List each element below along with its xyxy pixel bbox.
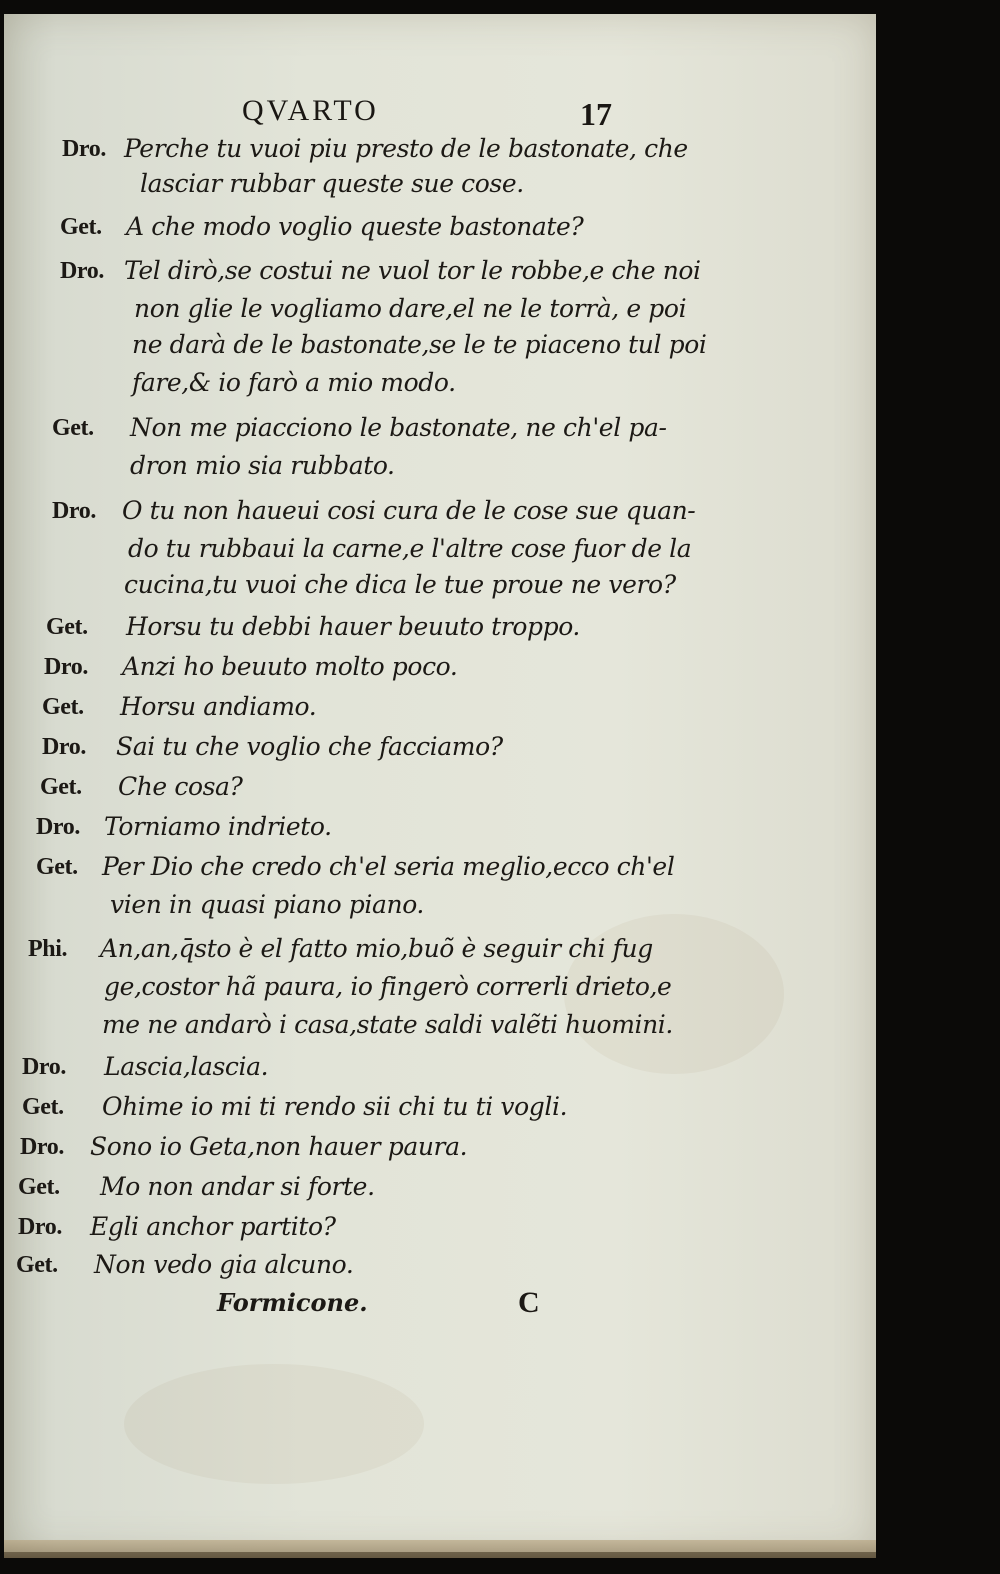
catchword: Formicone. <box>217 1288 368 1317</box>
line-text: Perche tu vuoi piu presto de le bastonate, che <box>124 134 688 163</box>
page-header <box>4 82 876 132</box>
line-text: me ne andarò i casa,state saldi valẽti huomini. <box>102 1010 673 1039</box>
speaker-label: Dro. <box>22 1054 66 1080</box>
page-number: 17 <box>580 96 612 132</box>
speaker-label: Dro. <box>20 1134 64 1160</box>
speaker-label: Dro. <box>36 814 80 840</box>
line-text: Per Dio che credo ch'el seria meglio,ecco ch'el <box>102 852 675 881</box>
line-text: dron mio sia rubbato. <box>130 451 395 480</box>
line-text: Sono io Geta,non hauer paura. <box>90 1132 468 1161</box>
speaker-label: Dro. <box>42 734 86 760</box>
line-text: vien in quasi piano piano. <box>110 890 424 919</box>
speaker-label: Dro. <box>60 258 104 284</box>
line-text: cucina,tu vuoi che dica le tue proue ne vero? <box>124 570 676 599</box>
line-text: Lascia,lascia. <box>104 1052 269 1081</box>
line-text: Che cosa? <box>118 772 243 801</box>
line-text: Torniamo indrieto. <box>104 812 332 841</box>
speaker-label: Get. <box>46 614 88 640</box>
speaker-label: Get. <box>60 214 102 240</box>
running-head: QVARTO <box>242 94 379 127</box>
line-text: A che modo voglio queste bastonate? <box>126 212 584 241</box>
line-text: Tel dirò,se costui ne vuol tor le robbe,e che noi <box>124 256 701 285</box>
line-text: non glie le vogliamo dare,el ne le torrà, e poi <box>134 294 687 323</box>
speaker-label: Get. <box>40 774 82 800</box>
speaker-label: Dro. <box>62 136 106 162</box>
speaker-label: Dro. <box>18 1214 62 1240</box>
line-text: do tu rubbaui la carne,e l'altre cose fuor de la <box>128 534 692 563</box>
line-text: ne darà de le bastonate,se le te piaceno tul poi <box>132 330 707 359</box>
line-text: Non me piacciono le bastonate, ne ch'el pa- <box>130 413 667 442</box>
line-text: Sai tu che voglio che facciamo? <box>116 732 503 761</box>
line-text: Mo non andar si forte. <box>100 1172 375 1201</box>
book-page <box>4 14 876 1552</box>
speaker-label: Get. <box>18 1174 60 1200</box>
line-text: Horsu tu debbi hauer beuuto troppo. <box>126 612 580 641</box>
line-text: Ohime io mi ti rendo sii chi tu ti vogli. <box>102 1092 568 1121</box>
paper-stain <box>124 1364 424 1484</box>
speaker-label: Get. <box>36 854 78 880</box>
line-text: fare,& io farò a mio modo. <box>132 368 456 397</box>
line-text: ge,costor hã paura, io fingerò correrli drieto,e <box>104 972 672 1001</box>
line-text: O tu non haueui cosi cura de le cose sue quan- <box>122 496 696 525</box>
signature-mark: C <box>518 1286 540 1319</box>
line-text: Anzi ho beuuto molto poco. <box>122 652 458 681</box>
speaker-label: Phi. <box>28 936 68 962</box>
speaker-label: Get. <box>52 415 94 441</box>
speaker-label: Get. <box>42 694 84 720</box>
line-text: An,an,q̄sto è el fatto mio,buõ è seguir chi fug <box>100 934 653 963</box>
line-text: lasciar rubbar queste sue cose. <box>140 169 524 198</box>
line-text: Horsu andiamo. <box>120 692 317 721</box>
speaker-label: Get. <box>16 1252 58 1278</box>
speaker-label: Dro. <box>44 654 88 680</box>
line-text: Egli anchor partito? <box>90 1212 336 1241</box>
line-text: Non vedo gia alcuno. <box>94 1250 354 1279</box>
speaker-label: Dro. <box>52 498 96 524</box>
speaker-label: Get. <box>22 1094 64 1120</box>
page-edge <box>4 1540 876 1558</box>
